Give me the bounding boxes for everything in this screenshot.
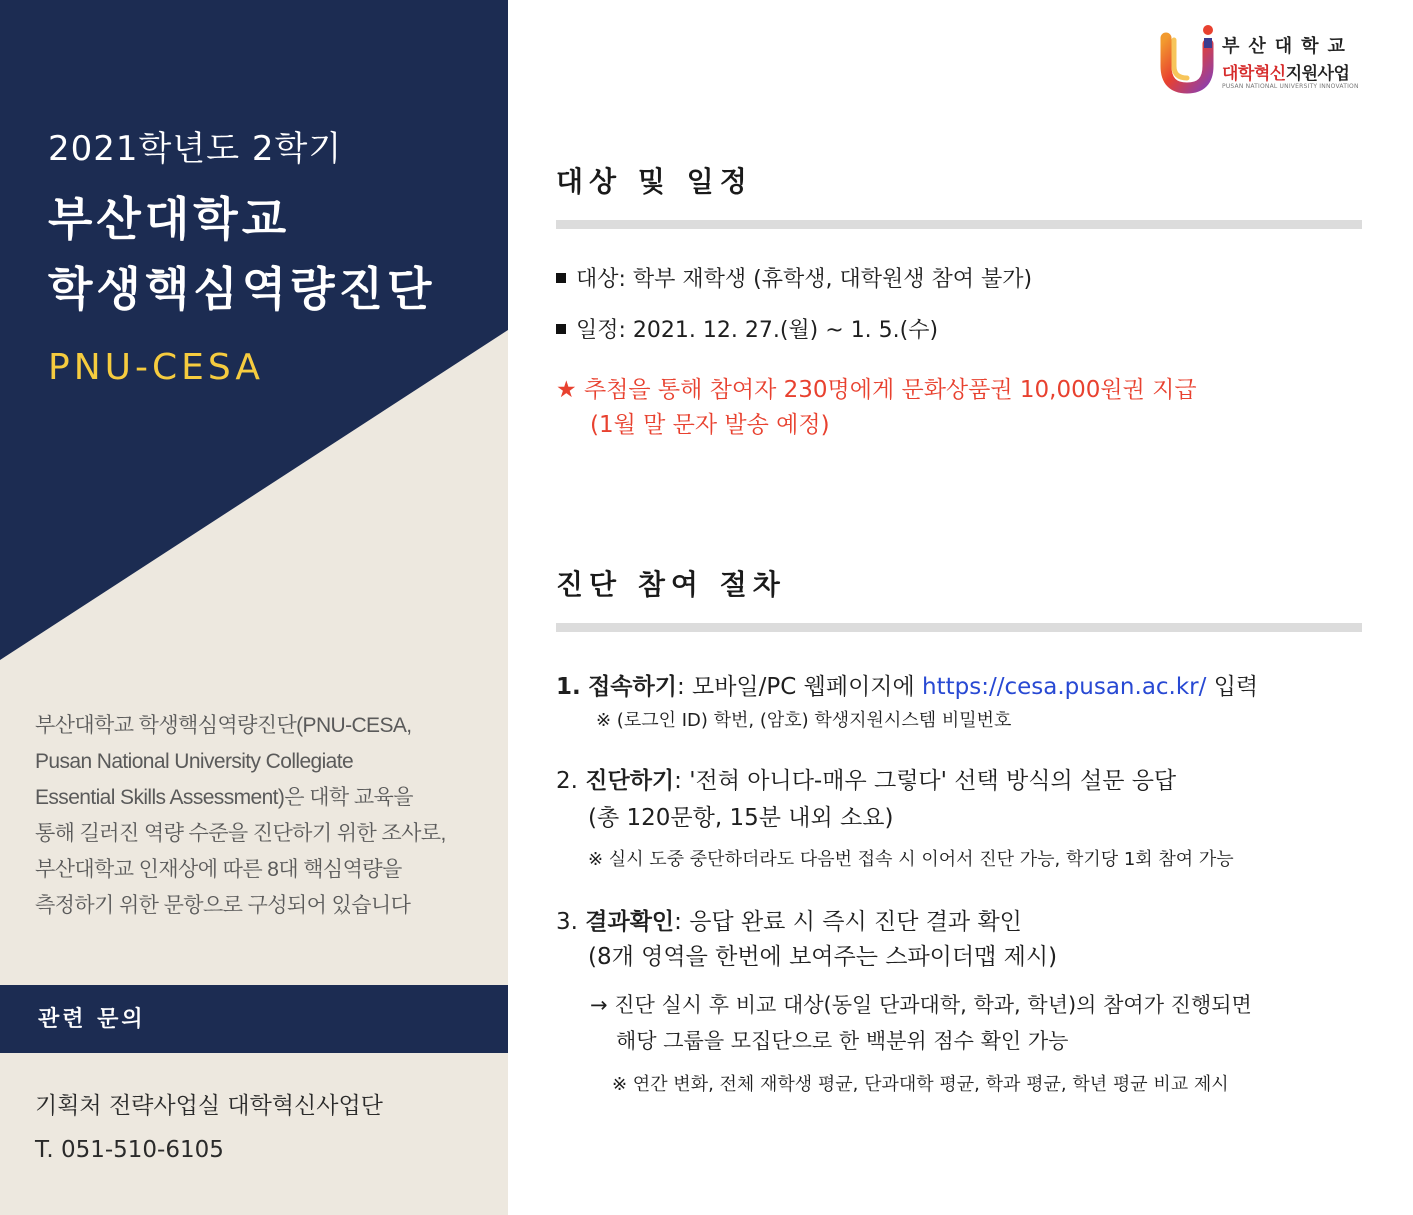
period-line: 일정: 2021. 12. 27.(월) ~ 1. 5.(수) — [556, 313, 938, 344]
innovation-logo-mark-icon — [1160, 22, 1216, 96]
logo-university-name: 부산대학교 — [1222, 36, 1354, 57]
step3-arrow-line1: → 진단 실시 후 비교 대상(동일 단과대학, 학과, 학년)의 참여가 진행되면 — [590, 993, 1252, 1017]
intro-line: 부산대학교 인재상에 따른 8대 핵심역량을 — [35, 858, 402, 881]
contact-office: 기획처 전략사업실 대학혁신사업단 — [35, 1093, 383, 1119]
step1-line: 1. 접속하기: 모바일/PC 웹페이지에 https://cesa.pusan.ac.kr/ 입력 — [556, 674, 1259, 700]
left-panel — [0, 0, 508, 1215]
logo-english-name: PUSAN NATIONAL UNIVERSITY INNOVATION — [1222, 83, 1359, 90]
contact-heading-bar — [0, 985, 508, 1053]
schedule-heading: 대상 및 일정 — [556, 165, 753, 198]
intro-line: 측정하기 위한 문항으로 구성되어 있습니다 — [35, 894, 411, 917]
bullet-square-icon — [556, 324, 566, 334]
step2-label: 진단하기 — [585, 768, 675, 794]
star-icon: ★ — [556, 377, 577, 403]
intro-paragraph — [35, 708, 480, 924]
step3-arrow-line2: 해당 그룹을 모집단으로 한 백분위 점수 확인 가능 — [616, 1029, 1069, 1053]
schedule-divider — [556, 220, 1362, 229]
procedure-heading: 진단 참여 절차 — [556, 568, 786, 601]
contact-phone: T. 051-510-6105 — [35, 1137, 224, 1163]
university-logo — [1160, 22, 1372, 96]
intro-line: Essential Skills Assessment)은 대학 교육을 — [35, 786, 413, 809]
hero-block — [48, 128, 488, 390]
contact-info — [35, 1084, 383, 1172]
prize-note: (1월 말 문자 발송 예정) — [590, 412, 830, 438]
contact-heading: 관련 문의 — [38, 1007, 146, 1032]
intro-line: 통해 길러진 역량 수준을 진단하기 위한 조사로, — [35, 822, 446, 845]
semester-label: 2021학년도 2학기 — [48, 129, 343, 169]
title-assessment: 학생핵심역량진단 — [48, 262, 436, 316]
step2-line: 2. 진단하기: '전혀 아니다-매우 그렇다' 선택 방식의 설문 응답 — [556, 768, 1177, 794]
title-university: 부산대학교 — [48, 192, 291, 246]
step1-note: ※ (로그인 ID) 학번, (암호) 학생지원시스템 비밀번호 — [596, 710, 1012, 731]
step1-label: 접속하기 — [588, 674, 677, 700]
intro-line: 부산대학교 학생핵심역량진단(PNU-CESA, — [35, 714, 412, 737]
step2-line2: (총 120문항, 15분 내외 소요) — [588, 805, 894, 831]
step2-note: ※ 실시 도중 중단하더라도 다음번 접속 시 이어서 진단 가능, 학기당 1회 참여 가능 — [588, 849, 1234, 870]
bullet-square-icon — [556, 273, 566, 283]
step3-note: ※ 연간 변화, 전체 재학생 평균, 단과대학 평균, 학과 평균, 학년 평균 비교 제시 — [612, 1074, 1229, 1095]
prize-line: ★ 추첨을 통해 참여자 230명에게 문화상품권 10,000원권 지급 — [556, 377, 1197, 403]
cesa-url-link[interactable]: https://cesa.pusan.ac.kr/ — [922, 674, 1207, 700]
step3-label: 결과확인 — [585, 909, 675, 935]
target-line: 대상: 학부 재학생 (휴학생, 대학원생 참여 불가) — [556, 262, 1032, 293]
procedure-divider — [556, 623, 1362, 632]
subtitle-pnu-cesa: PNU-CESA — [48, 347, 265, 388]
logo-program-name: 대학혁신지원사업 — [1222, 64, 1350, 84]
intro-line: Pusan National University Collegiate — [35, 750, 354, 773]
step3-line: 3. 결과확인: 응답 완료 시 즉시 진단 결과 확인 — [556, 909, 1022, 935]
step3-line2: (8개 영역을 한번에 보여주는 스파이더맵 제시) — [588, 944, 1058, 970]
